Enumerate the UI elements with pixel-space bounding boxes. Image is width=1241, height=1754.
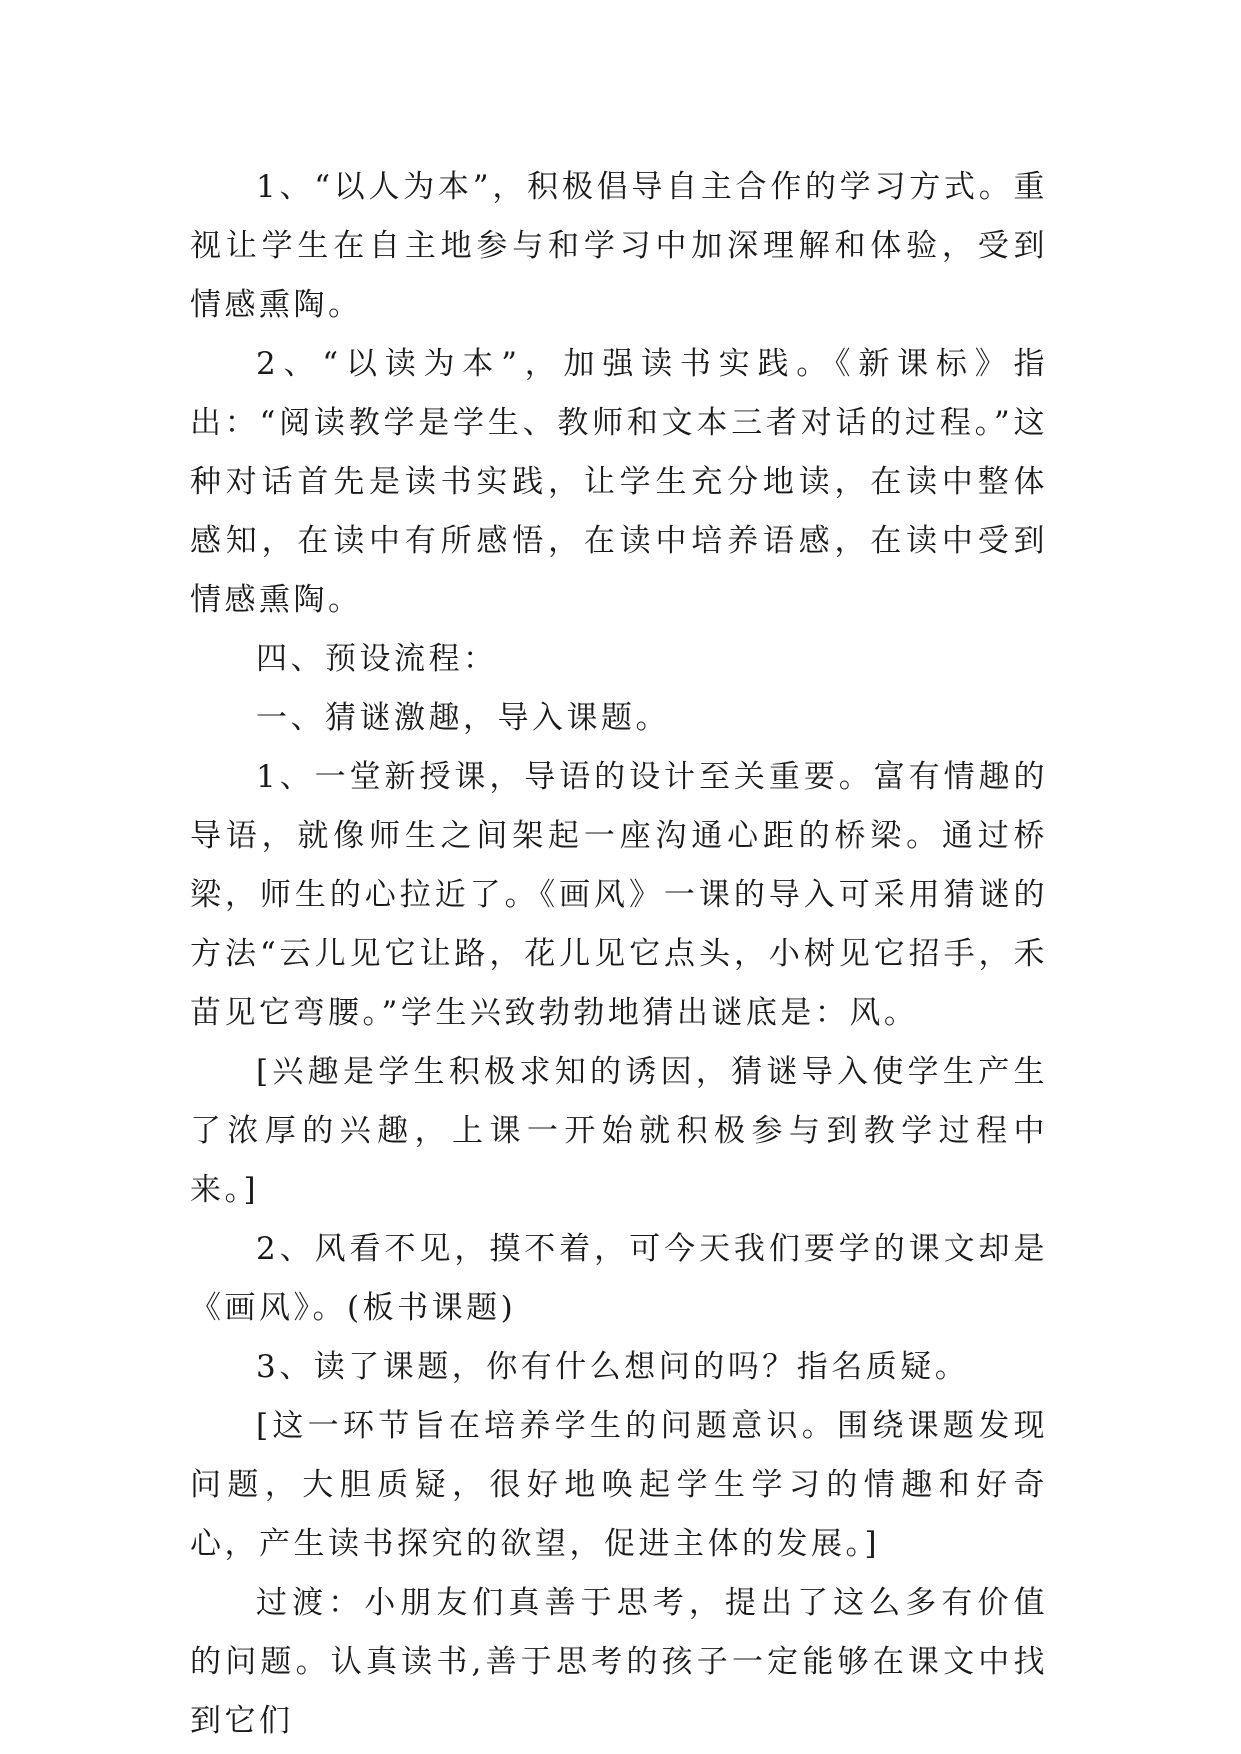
paragraph-transition: 过渡：小朋友们真善于思考，提出了这么多有价值的问题。认真读书,善于思考的孩子一定能够在课文中找到它们: [190, 1585, 1048, 1739]
paragraph-step-1: 1、一堂新授课，导语的设计至关重要。富有情趣的导语，就像师生之间架起一座沟通心距的桥梁。通过桥梁，师生的心拉近了。《画风》一课的导入可采用猜谜的方法“云儿见它让路，花儿见它点头，小树见它招手，禾苗见它弯腰。”学生兴致勃勃地猜出谜底是：风。: [190, 759, 1048, 1031]
paragraph-step-2: 2、风看不见，摸不着，可今天我们要学的课文却是《画风》。(板书课题): [190, 1231, 1048, 1326]
document-page: [190, 158, 1048, 1751]
paragraph-principle-2: 2、“以读为本”，加强读书实践。《新课标》指出：“阅读教学是学生、教师和文本三者对话的过程。”这种对话首先是读书实践，让学生充分地读，在读中整体感知，在读中有所感悟，在读中培养语感，在读中受到情感熏陶。: [190, 346, 1048, 618]
subsection-heading-intro: 一、猜谜激趣，导入课题。: [256, 700, 670, 736]
paragraph-principle-1: 1、“以人为本”，积极倡导自主合作的学习方式。重视让学生在自主地参与和学习中加深理解和体验，受到情感熏陶。: [190, 169, 1048, 323]
section-heading-process: 四、预设流程：: [256, 641, 498, 677]
paragraph-note-questions: [这一环节旨在培养学生的问题意识。围绕课题发现问题，大胆质疑，很好地唤起学生学习的情趣和好奇心，产生读书探究的欲望，促进主体的发展。]: [190, 1408, 1048, 1562]
paragraph-note-interest: [兴趣是学生积极求知的诱因，猜谜导入使学生产生了浓厚的兴趣，上课一开始就积极参与到教学过程中来。]: [190, 1054, 1048, 1208]
paragraph-step-3: 3、读了课题，你有什么想问的吗？指名质疑。: [256, 1349, 970, 1385]
